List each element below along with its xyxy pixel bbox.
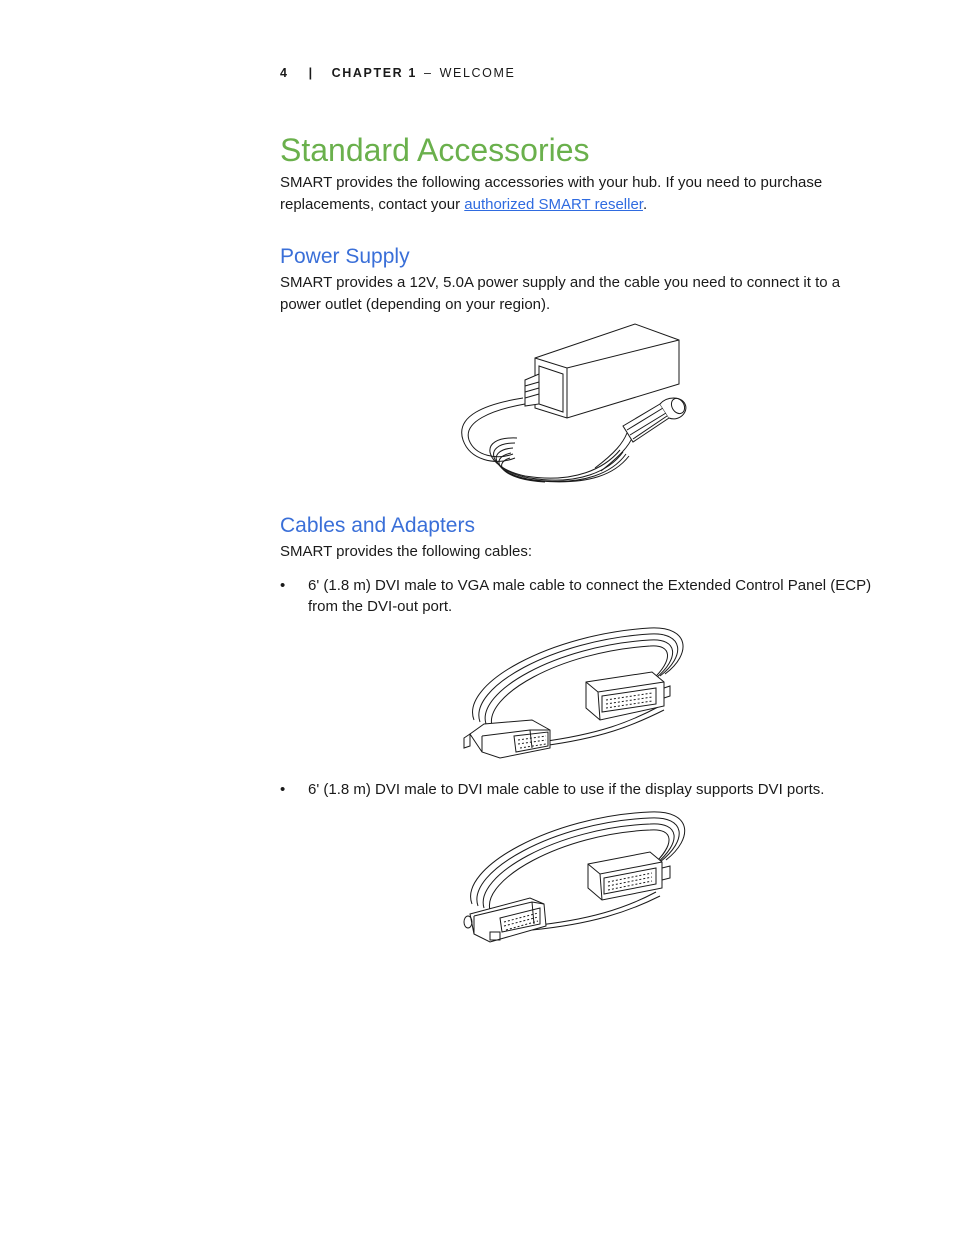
section-title: Standard Accessories (280, 132, 590, 168)
intro-end: . (642, 195, 648, 213)
authorized-reseller-link[interactable]: authorized SMART reseller (464, 195, 643, 213)
cables-text: SMART provides the following cables: (280, 543, 533, 560)
bullet-dot: • (280, 781, 286, 798)
header-dash: – (424, 66, 433, 80)
header-separator: | (308, 66, 314, 80)
dvi-vga-cable-image (460, 624, 692, 764)
cable-item-text: 6' (1.8 m) DVI male to DVI male cable to use if the display supports DVI ports. (308, 781, 825, 798)
chapter-label: CHAPTER 1 (331, 66, 417, 80)
dvi-dvi-cable-image (460, 808, 692, 948)
running-header (280, 66, 515, 80)
intro-paragraph (280, 172, 880, 215)
power-supply-heading: Power Supply (280, 245, 410, 268)
intro-text: SMART provides the following accessories with your hub. If you need to purchase replacements, contact your (280, 174, 823, 213)
bullet-dot: • (280, 576, 286, 594)
cable-item-text: 6' (1.8 m) DVI male to VGA male cable to connect the Extended Control Panel (ECP) from the DVI-out port. (308, 576, 872, 615)
page-number: 4 (280, 66, 289, 80)
power-supply-text: SMART provides a 12V, 5.0A power supply and the cable you need to connect it to a power outlet (depending on your region). (280, 274, 841, 313)
cables-section (280, 511, 880, 618)
power-supply-image (455, 318, 695, 486)
main-content (280, 128, 880, 315)
cable-item-dvi-vga (280, 575, 880, 618)
chapter-title: WELCOME (439, 66, 516, 80)
cables-heading: Cables and Adapters (280, 514, 475, 537)
cable-item-dvi-dvi (280, 779, 908, 801)
